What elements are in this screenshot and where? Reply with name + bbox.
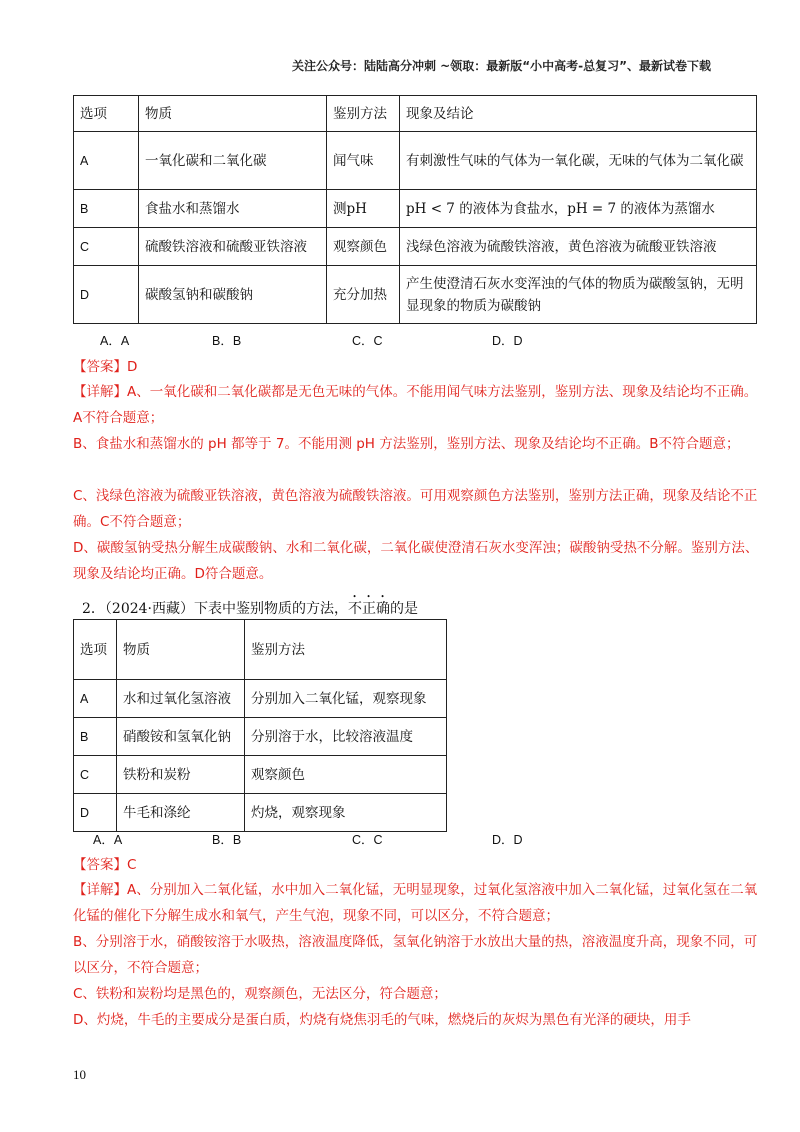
explanation-paragraph: 【详解】A、分别加入二氧化锰，水中加入二氧化锰，无明显现象，过氧化氢溶液中加入二氧化锰，过氧化氢在二氧化锰的催化下分解生成水和氧气，产生气泡，现象不同，可以区分，不符合题意； — [73, 882, 758, 924]
option-b: B．B — [212, 334, 242, 348]
table-cell: 观察颜色 — [245, 756, 447, 794]
table-cell: 观察颜色 — [327, 228, 400, 266]
option-c: C．C — [352, 334, 383, 348]
table-cell: 碳酸氢钠和碳酸钠 — [139, 266, 327, 324]
table-header-cell: 选项 — [74, 620, 117, 680]
table-header-cell: 鉴别方法 — [327, 96, 400, 132]
explanation-paragraph: D、碳酸氢钠受热分解生成碳酸钠、水和二氧化碳，二氧化碳使澄清石灰水变浑浊；碳酸钠受热不分解。鉴别方法、现象及结论均正确。D符合题意。 — [73, 540, 759, 582]
table-cell: 灼烧，观察现象 — [245, 794, 447, 832]
table-cell: 充分加热 — [327, 266, 400, 324]
option-b: B．B — [212, 833, 242, 847]
table-header-cell: 鉴别方法 — [245, 620, 447, 680]
option-a: A．A — [100, 334, 130, 348]
option-d: D．D — [492, 833, 523, 847]
table-cell: 水和过氧化氢溶液 — [117, 680, 245, 718]
table-cell: C — [74, 228, 139, 266]
table-cell: 硝酸铵和氢氧化钠 — [117, 718, 245, 756]
answer-2: 【答案】C — [73, 857, 137, 873]
explanation-paragraph: B、分别溶于水，硝酸铵溶于水吸热，溶液温度降低，氢氧化钠溶于水放出大量的热，溶液温度升高，现象不同，可以区分，不符合题意； — [73, 934, 758, 976]
table-question2 — [73, 619, 447, 832]
table-cell: 牛毛和涤纶 — [117, 794, 245, 832]
option-c: C．C — [352, 833, 383, 847]
table-cell: 硫酸铁溶液和硫酸亚铁溶液 — [139, 228, 327, 266]
emphasized-text: 不正确 — [348, 601, 390, 617]
explanation-paragraph: 【详解】A、一氧化碳和二氧化碳都是无色无味的气体。不能用闻气味方法鉴别，鉴别方法、现象及结论均不正确。A不符合题意； — [73, 384, 758, 426]
table-header-cell: 选项 — [74, 96, 139, 132]
question-suffix: 的是 — [390, 601, 418, 617]
table-cell: D — [74, 794, 117, 832]
option-a: A．A — [93, 833, 123, 847]
answer-1: 【答案】D — [73, 359, 138, 375]
explanation-paragraph: C、铁粉和炭粉均是黑色的，观察颜色，无法区分，符合题意； — [73, 986, 447, 1002]
question-prefix: 2．（2024·西藏）下表中鉴别物质的方法， — [82, 601, 348, 617]
table-cell: B — [74, 190, 139, 228]
table-cell: A — [74, 132, 139, 190]
option-d: D．D — [492, 334, 523, 348]
explanation-paragraph: D、灼烧，牛毛的主要成分是蛋白质，灼烧有烧焦羽毛的气味，燃烧后的灰烬为黑色有光泽的硬块，用手 — [73, 1012, 691, 1028]
page-header: 关注公众号：陆陆高分冲刺 ~领取：最新版“小中高考-总复习”、最新试卷下载 — [292, 59, 711, 73]
table-cell: 闻气味 — [327, 132, 400, 190]
table-question1 — [73, 95, 757, 324]
page-number: 10 — [73, 1067, 86, 1082]
table-cell: 测pH — [327, 190, 400, 228]
explanation-paragraph: B、食盐水和蒸馏水的 pH 都等于 7。不能用测 pH 方法鉴别，鉴别方法、现象及结论均不正确。B不符合题意； — [73, 436, 740, 452]
table-header-cell: 物质 — [139, 96, 327, 132]
table-cell: 铁粉和炭粉 — [117, 756, 245, 794]
table-cell: 浅绿色溶液为硫酸铁溶液，黄色溶液为硫酸亚铁溶液 — [400, 228, 757, 266]
table-cell: D — [74, 266, 139, 324]
table-cell: pH < 7 的液体为食盐水，pH = 7 的液体为蒸馏水 — [400, 190, 757, 228]
table-cell: A — [74, 680, 117, 718]
question-2 — [82, 593, 418, 618]
table-header-cell: 现象及结论 — [400, 96, 757, 132]
table-cell: 食盐水和蒸馏水 — [139, 190, 327, 228]
table-cell: B — [74, 718, 117, 756]
table-cell: 一氧化碳和二氧化碳 — [139, 132, 327, 190]
table-header-cell: 物质 — [117, 620, 245, 680]
table-cell: 分别加入二氧化锰，观察现象 — [245, 680, 447, 718]
explanation-paragraph: C、浅绿色溶液为硫酸亚铁溶液，黄色溶液为硫酸铁溶液。可用观察颜色方法鉴别，鉴别方法正确，现象及结论不正确。C不符合题意； — [73, 488, 758, 530]
table-cell: C — [74, 756, 117, 794]
table-cell: 产生使澄清石灰水变浑浊的气体的物质为碳酸氢钠，无明显现象的物质为碳酸钠 — [400, 266, 757, 324]
table-cell: 有刺激性气味的气体为一氧化碳，无味的气体为二氧化碳 — [400, 132, 757, 190]
table-cell: 分别溶于水，比较溶液温度 — [245, 718, 447, 756]
